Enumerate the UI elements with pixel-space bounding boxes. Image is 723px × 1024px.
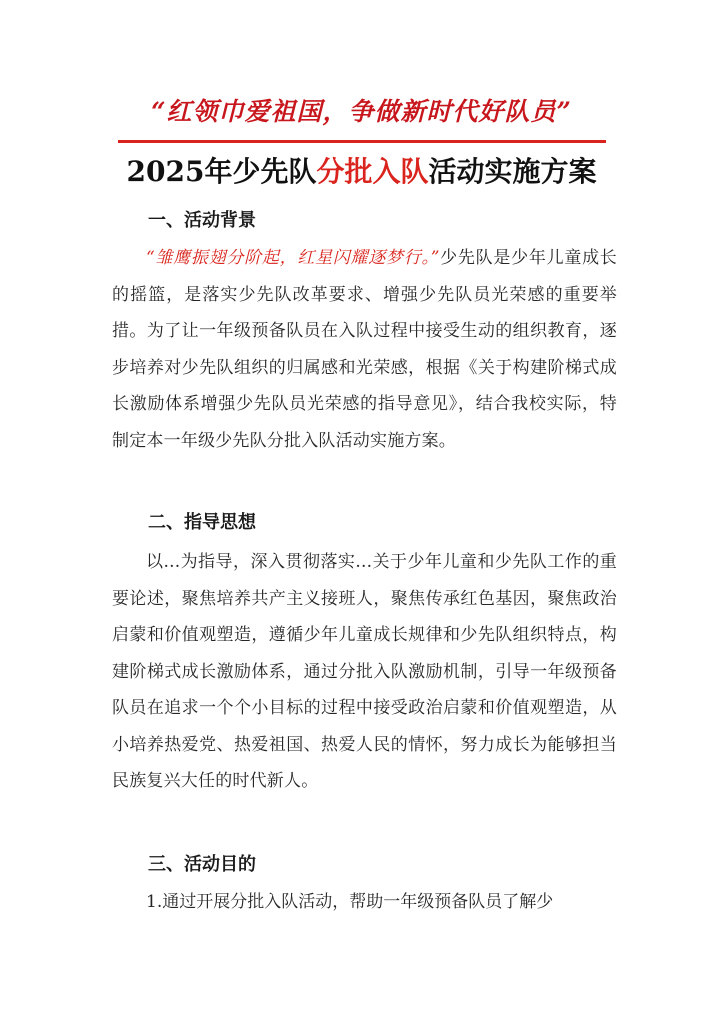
red-divider [118,140,606,143]
document-title [0,152,723,192]
title-highlight: 分批入队 [316,155,429,188]
background-body: 少先队是少年儿童成长的摇篮，是落实少先队改革要求、增强少先队员光荣感的重要举措。为了让一年级预备队员在入队过程中接受生动的组织教育，逐步培养对少先队组织的归属感和光荣感，根据《关于构建阶梯式成长激励体系增强少先队员光荣感的指导意见》，结合我校实际，特制定本一年级少先队分批入队活动实施方案。 [112,248,618,451]
section-heading-background: 一、活动背景 [148,210,256,231]
title-part-1: 2025年少先队 [126,155,317,188]
section-background-paragraph [112,240,617,459]
section-guiding-ideology-paragraph: 以...为指导，深入贯彻落实...关于少年儿童和少先队工作的重要论述，聚焦培养共产主义接班人，聚焦传承红色基因，聚焦政治启蒙和价值观塑造，遵循少年儿童成长规律和少先队组织特点，构建阶梯式成长激励体系，通过分批入队激励机制，引导一年级预备队员在追求一个个小目标的过程中接受政治启蒙和价值观塑造，从小培养热爱党、热爱祖国、热爱人民的情怀，努力成长为能够担当民族复兴大任的时代新人。 [112,552,617,791]
purpose-item-1: 1.通过开展分批入队活动，帮助一年级预备队员了解少 [146,892,554,912]
section-heading-guiding-ideology: 二、指导思想 [148,512,256,533]
slogan: “红领巾爱祖国，争做新时代好队员” [151,97,572,126]
title-part-2: 活动实施方案 [428,155,597,188]
background-quote: “雏鹰振翅分阶起，红星闪耀逐梦行。” [146,248,440,268]
section-heading-purpose: 三、活动目的 [148,854,256,875]
